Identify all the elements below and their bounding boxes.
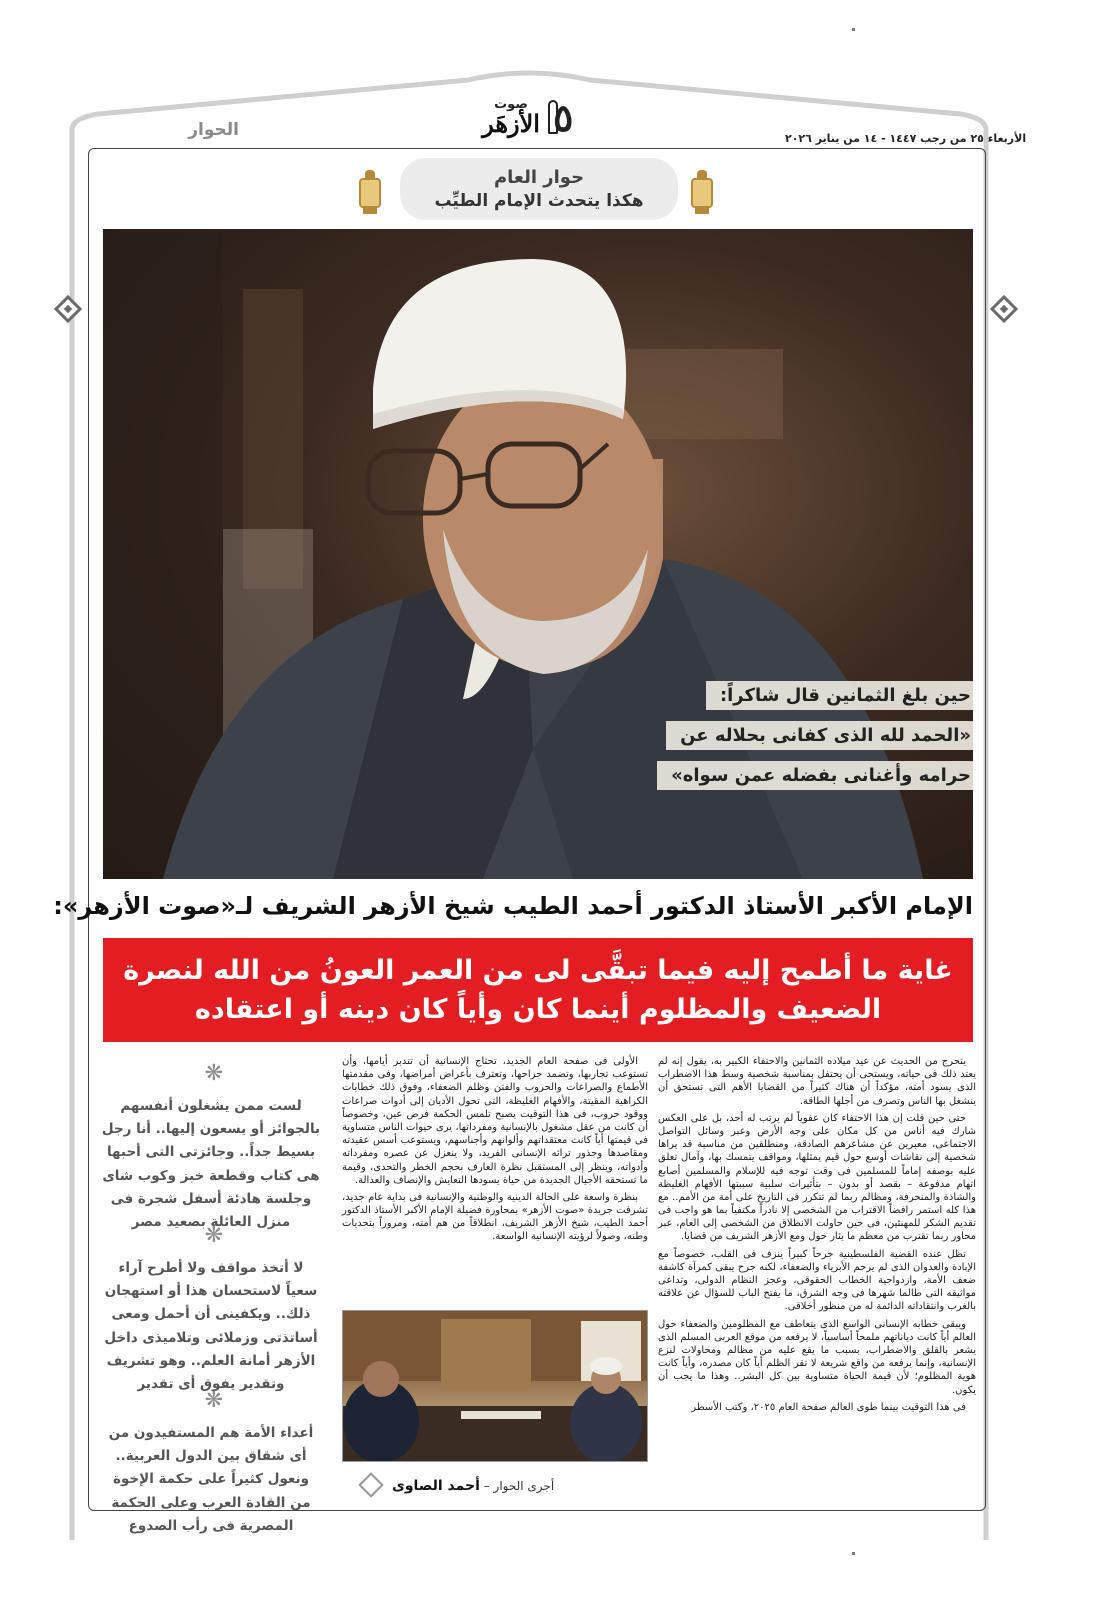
article-paragraph: تظل عنده القضية الفلسطينية جرحاً كبيراً ينزف فى القلب، خصوصاً مع الإبادة والعدوان الذى لم يرحم الأبرياء والضعفاء، لكنه جرح يبقى كمرآة كاشفة ضعف الأمة، وازدواجية الخطاب الحقوقى، وعجز النظام الدولى، وتداعى مواثيقه التى طالما شهرها فى وجه الشرق، ما يفتح الباب للسؤال عن علاقته بالغرب وانتقاداته الدائمة له من منظور أخلاقى. bbox=[658, 1248, 976, 1313]
headline-line: الضعيف والمظلوم أينما كان وأياً كان دينه أو اعتقاده bbox=[194, 994, 882, 1025]
byline-name: أحمد الصاوى bbox=[392, 1478, 480, 1494]
article-column-middle bbox=[342, 1055, 648, 1248]
article-kicker: الإمام الأكبر الأستاذ الدكتور أحمد الطيب شيخ الأزهر الشريف لـ«صوت الأزهر»: bbox=[53, 892, 973, 920]
interview-photo bbox=[342, 1310, 648, 1462]
frame-ornament-right bbox=[990, 295, 1018, 323]
article-column-right bbox=[658, 1055, 976, 1418]
photo-quote-line: «الحمد لله الذى كفانى بحلاله عن bbox=[666, 721, 973, 750]
page-number: ٥ bbox=[553, 95, 574, 140]
flower-ornament-icon bbox=[201, 1063, 223, 1085]
article-paragraph: حتى حين قلت إن هذا الاحتفاء كان عفوياً لم يرتب له أحد، بل على العكس شارك فيه أناس من كل مكان على وجه الأرض وعبر وسائل التواصل الاجتماعى، معبرين عن مشاعرهم الصادقة، ومنطلقين من مناسبة قد يراها شخصية إلى نقاشات أوسع حول قيم يمثلها، ومواقف يتمسك بها، وآمال تعلق عليه بوصفه إماماً للمسلمين فى وقت توجه فيه للإسلام والمسلمين أصابع اتهام مدفوعة – بقصد أو بدون – بتأثيرات سلبية سببتها الأفهام الغليظة والشاذة والمنحرفة، ومظالم ربما لم تتكرر فى التاريخ على أمة من الأمم.. مع هذا كله استمر رافضاً الاقتراب من الشخصى إلا نادراً مكتفياً بما هو واجب فى تقديم الشكر للمهنئين، فى حين حاولت الانطلاق من الشخصى إلى العام، عبر محاور ربما تقترب من معظم ما يثار حول ومع الأزهر الشريف من قضايا. bbox=[658, 1112, 976, 1243]
issue-date: الأربعاء ٢٥ من رجب ١٤٤٧ - ١٤ من يناير ٢٠٢٦ bbox=[785, 132, 1027, 145]
article-paragraph: ويبقى خطابه الإنسانى الواسع الذى يتعاطف مع المظلومين والضعفاء حول العالم أياً كانت دياناتهم ملمحاً أساسياً، لا يرفعه من موقع العربى المسلم الذى يشعر بالقلق والاضطراب، بسبب ما يقع عليه من مظالم ومحاولات لنزع الإنسانية، وإنما يرفعه من واقع شريعة لا تقر الظلم أياً كان مصدره، وأياً كانت هوية المظلوم؛ لأن قيمة الحياة متساوية بين كل البشر.. وهذا ما يجب أن يكون. bbox=[658, 1318, 976, 1396]
article-paragraph: يتحرج من الحديث عن عيد ميلاده الثمانين والاحتفاء الكبير به، يقول إنه لم يعتد ذلك فى حياته، ويستحى أن يحتفل بمناسبة شخصية وسط هذا الاضطراب الذى يسود أمته، مؤكداً أن هناك كثيراً من القضايا الأهم التى تستحق أن ينشغل بها الناس وتصرف من أجلها الطاقة. bbox=[658, 1056, 976, 1107]
flower-ornament-icon bbox=[201, 1390, 223, 1412]
feature-title: حوار العام bbox=[493, 167, 585, 189]
headline-band bbox=[103, 938, 973, 1042]
flower-ornament-icon bbox=[201, 1225, 223, 1247]
feature-title-pill bbox=[400, 158, 678, 220]
side-quote: لست ممن يشغلون أنفسهم بالجوائز أو يسعون إليها.. أنا رجل بسيط جداً.. وجائزتى التى أحبها هى كتاب وقطعة خبز وكوب شاى وجلسة هادئة أسفل شجرة فى منزل العائلة بصعيد مصر bbox=[101, 1098, 321, 1231]
decorative-dot bbox=[852, 28, 855, 31]
photo-quote-line: حرامه وأغنانى بفضله عمن سواه» bbox=[657, 761, 973, 790]
headline-line: غاية ما أطمح إليه فيما تبقَّى لى من العمر العونُ من الله لنصرة bbox=[123, 954, 953, 986]
logo-emblem bbox=[548, 100, 558, 134]
article-paragraph: فى هذا التوقيت بينما طوى العالم صفحة العام ٢٠٢٥، وكتب الأسطر bbox=[691, 1401, 966, 1413]
lantern-icon bbox=[359, 170, 381, 222]
lantern-icon bbox=[691, 170, 713, 222]
side-quote: أعداء الأمة هم المستفيدون من أى شقاق بين الدول العربية.. ونعول كثيراً على حكمة الإخوة من القادة العرب وعلى الحكمة المصرية فى رأب الصدوع bbox=[108, 1425, 314, 1534]
byline bbox=[392, 1478, 554, 1494]
brand-logo-main: الأزهَر bbox=[482, 108, 540, 138]
photo-quote-line: حين بلغ الثمانين قال شاكراً: bbox=[706, 681, 973, 710]
article-paragraph: بنظرة واسعة على الحالة الدينية والوطنية والإنسانية فى بداية عام جديد، تشرفت جريدة «صوت الأزهر» بمحاورة فضيلة الإمام الأكبر الأستاذ الدكتور أحمد الطيب، شيخ الأزهر الشريف، انطلاقاً من هم أمته، ومروراً بتحديات وطنه، وصولاً لرؤيته الإنسانية الواسعة. bbox=[342, 1191, 648, 1243]
decorative-dot bbox=[852, 1552, 855, 1555]
article-paragraph: الأولى فى صفحة العام الجديد، تحتاج الإنسانية أن تتدبر أيامها، وأن تستوعب تجاربها، وتضمد جراحها، وتعترف بأعراض أمراضها، وفى مقدمتها الأطماع والصراعات والحروب والفتن وظلم الضعفاء، وفوق ذلك خطابات الكراهية المقيتة، والأفهام الغليظة، التى تحول الأديان إلى أدوات صراعات ووقود حروب، فى هذا التوقيت يصبح تلمس الحكمة فرض عين، وخصوصاً أن كانت من عقل مشغول بالإنسانية ومفرداتها، يرى حيوات الناس متساوية فى قيمتها أياً كانت معتقداتهم وألوانهم وأجناسهم، ويستوعب أسس عقيدته ومقاصدها وجذور تراثه الإنسانى الفريد، ولا ينعزل عن عصره ومفرداته وأدواته، وينظر إلى المستقبل نظرة العارف بحجم الخطر والتحدى، وقيمة ما تستحقه الأجيال الجديدة من حياة يسودها التعايش والإنصاف والعدالة. bbox=[342, 1056, 648, 1186]
side-quote: لا أتخذ مواقف ولا أطرح آراء سعياً لاستحسان هذا أو استهجان ذلك.. ويكفينى أن أحمل ومعى أساتذتى وزملائى وتلاميذى داخل الأزهر أمانة العلم.. وهو تشريف وتقدير يفوق أى تقدير bbox=[104, 1260, 318, 1393]
main-portrait-photo bbox=[103, 229, 973, 879]
brand-logo-top: صوت bbox=[494, 96, 528, 112]
section-title: الحوار bbox=[188, 120, 239, 140]
byline-label: أجرى الحوار – bbox=[483, 1479, 555, 1493]
brand-logo bbox=[470, 96, 552, 138]
feature-subtitle: هكذا يتحدث الإمام الطيِّب bbox=[434, 190, 644, 211]
interview-scene bbox=[342, 1311, 647, 1462]
